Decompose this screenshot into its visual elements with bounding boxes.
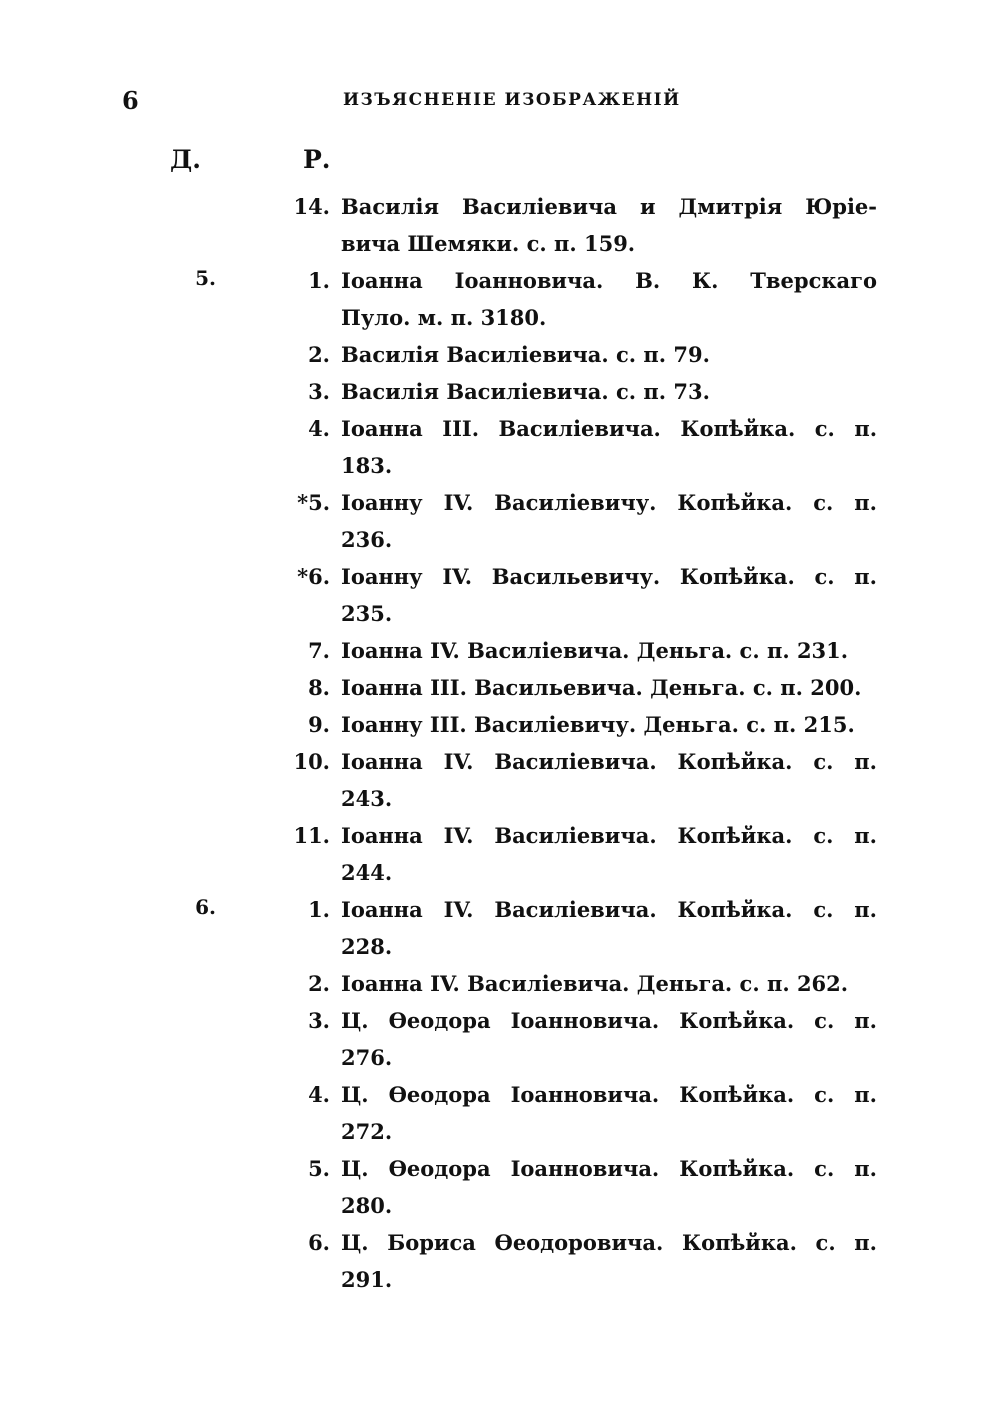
list-item xyxy=(0,1002,1000,1076)
entry-number: 8. xyxy=(308,675,330,700)
entry-line-1: Іоанна IV. Василіевича. Деньга. с. п. 262. xyxy=(341,971,849,996)
list-item xyxy=(0,1224,1000,1298)
entry-number: 10. xyxy=(293,749,330,774)
entry-text xyxy=(341,373,877,410)
entry-line-1: Василія Василіевича и Дмитрія Юріе- xyxy=(341,194,877,219)
entry-line-1: Іоанна IV. Василіевича. Копѣйка. с. п. xyxy=(341,749,877,774)
entry-text xyxy=(341,891,877,965)
list-item xyxy=(0,410,1000,484)
entry-text xyxy=(341,632,877,669)
entry-number: 3. xyxy=(308,379,330,404)
entry-text xyxy=(341,669,877,706)
entry-text xyxy=(341,706,877,743)
entry-text xyxy=(341,1002,877,1076)
entry-number: 11. xyxy=(293,823,330,848)
group-label: 5. xyxy=(195,266,216,290)
entry-text xyxy=(341,410,877,484)
entry-text xyxy=(341,1076,877,1150)
list-item xyxy=(0,743,1000,817)
list-item xyxy=(0,632,1000,669)
entry-number: 1. xyxy=(308,897,330,922)
entry-text xyxy=(341,817,877,891)
entry-text xyxy=(341,336,877,373)
entry-number: 4. xyxy=(308,416,330,441)
entry-number: 2. xyxy=(308,342,330,367)
entry-number: 2. xyxy=(308,971,330,996)
entry-line-1: Василія Василіевича. с. п. 73. xyxy=(341,379,710,404)
list-item xyxy=(0,965,1000,1002)
entry-text xyxy=(341,1224,877,1298)
list-item xyxy=(0,373,1000,410)
entry-text xyxy=(341,743,877,817)
entry-line-2: 244. xyxy=(341,860,393,885)
entry-number: *5. xyxy=(297,490,330,515)
entry-line-1: Іоанна III. Васильевича. Деньга. с. п. 200. xyxy=(341,675,862,700)
entry-line-2: 236. xyxy=(341,527,393,552)
entry-line-1: Іоанна III. Василіевича. Копѣйка. с. п. xyxy=(341,416,877,441)
entry-line-1: Ц. Ѳеодора Іоанновича. Копѣйка. с. п. xyxy=(341,1156,877,1181)
list-item xyxy=(0,1076,1000,1150)
entry-line-2: 243. xyxy=(341,786,393,811)
entry-line-2: 183. xyxy=(341,453,393,478)
list-item xyxy=(0,558,1000,632)
column-header-d: Д. xyxy=(170,145,201,174)
column-headers xyxy=(0,145,1000,185)
list-item xyxy=(0,336,1000,373)
entry-line-1: Іоанна IV. Василіевича. Копѣйка. с. п. xyxy=(341,823,877,848)
entry-number: 3. xyxy=(308,1008,330,1033)
entry-line-2: 291. xyxy=(341,1267,393,1292)
list-item xyxy=(0,817,1000,891)
entry-line-1: Іоанну IV. Васильевичу. Копѣйка. с. п. xyxy=(341,564,877,589)
entry-line-1: Ц. Ѳеодора Іоанновича. Копѣйка. с. п. xyxy=(341,1008,877,1033)
entry-line-1: Ц. Бориса Ѳеодоровича. Копѣйка. с. п. xyxy=(341,1230,877,1255)
entry-text xyxy=(341,558,877,632)
entry-line-1: Іоанну III. Василіевичу. Деньга. с. п. 215. xyxy=(341,712,855,737)
entry-number: 14. xyxy=(293,194,330,219)
entry-line-1: Іоанну IV. Василіевичу. Копѣйка. с. п. xyxy=(341,490,877,515)
entry-number: 6. xyxy=(308,1230,330,1255)
entry-text xyxy=(341,1150,877,1224)
list-item xyxy=(0,1150,1000,1224)
list-item xyxy=(0,262,1000,336)
list-item xyxy=(0,484,1000,558)
entry-text xyxy=(341,484,877,558)
entry-line-1: Іоанна Іоанновича. В. К. Тверскаго xyxy=(341,268,877,293)
entry-number: 4. xyxy=(308,1082,330,1107)
list-item xyxy=(0,188,1000,262)
entry-line-1: Ц. Ѳеодора Іоанновича. Копѣйка. с. п. xyxy=(341,1082,877,1107)
entry-line-2: вича Шемяки. с. п. 159. xyxy=(341,231,636,256)
entry-line-2: 280. xyxy=(341,1193,393,1218)
entry-number: 9. xyxy=(308,712,330,737)
list-item xyxy=(0,669,1000,706)
entry-number: 7. xyxy=(308,638,330,663)
column-header-r: Р. xyxy=(303,145,331,174)
entry-line-2: Пуло. м. п. 3180. xyxy=(341,305,547,330)
entry-text xyxy=(341,965,877,1002)
entry-text xyxy=(341,262,877,336)
entry-text xyxy=(341,188,877,262)
entry-line-2: 272. xyxy=(341,1119,393,1144)
entry-number: 5. xyxy=(308,1156,330,1181)
entry-line-2: 235. xyxy=(341,601,393,626)
group-label: 6. xyxy=(195,895,216,919)
page-number: 6 xyxy=(122,86,139,115)
entry-number: *6. xyxy=(297,564,330,589)
running-title: ИЗЪЯСНЕНІЕ ИЗОБРАЖЕНІЙ xyxy=(343,90,681,110)
list-item xyxy=(0,891,1000,965)
entry-line-1: Василія Василіевича. с. п. 79. xyxy=(341,342,710,367)
entry-line-1: Іоанна IV. Василіевича. Копѣйка. с. п. xyxy=(341,897,877,922)
list-item xyxy=(0,706,1000,743)
entry-line-1: Іоанна IV. Василіевича. Деньга. с. п. 231. xyxy=(341,638,849,663)
entry-number: 1. xyxy=(308,268,330,293)
entry-line-2: 228. xyxy=(341,934,393,959)
entry-line-2: 276. xyxy=(341,1045,393,1070)
plate-entries-list xyxy=(0,188,1000,1298)
